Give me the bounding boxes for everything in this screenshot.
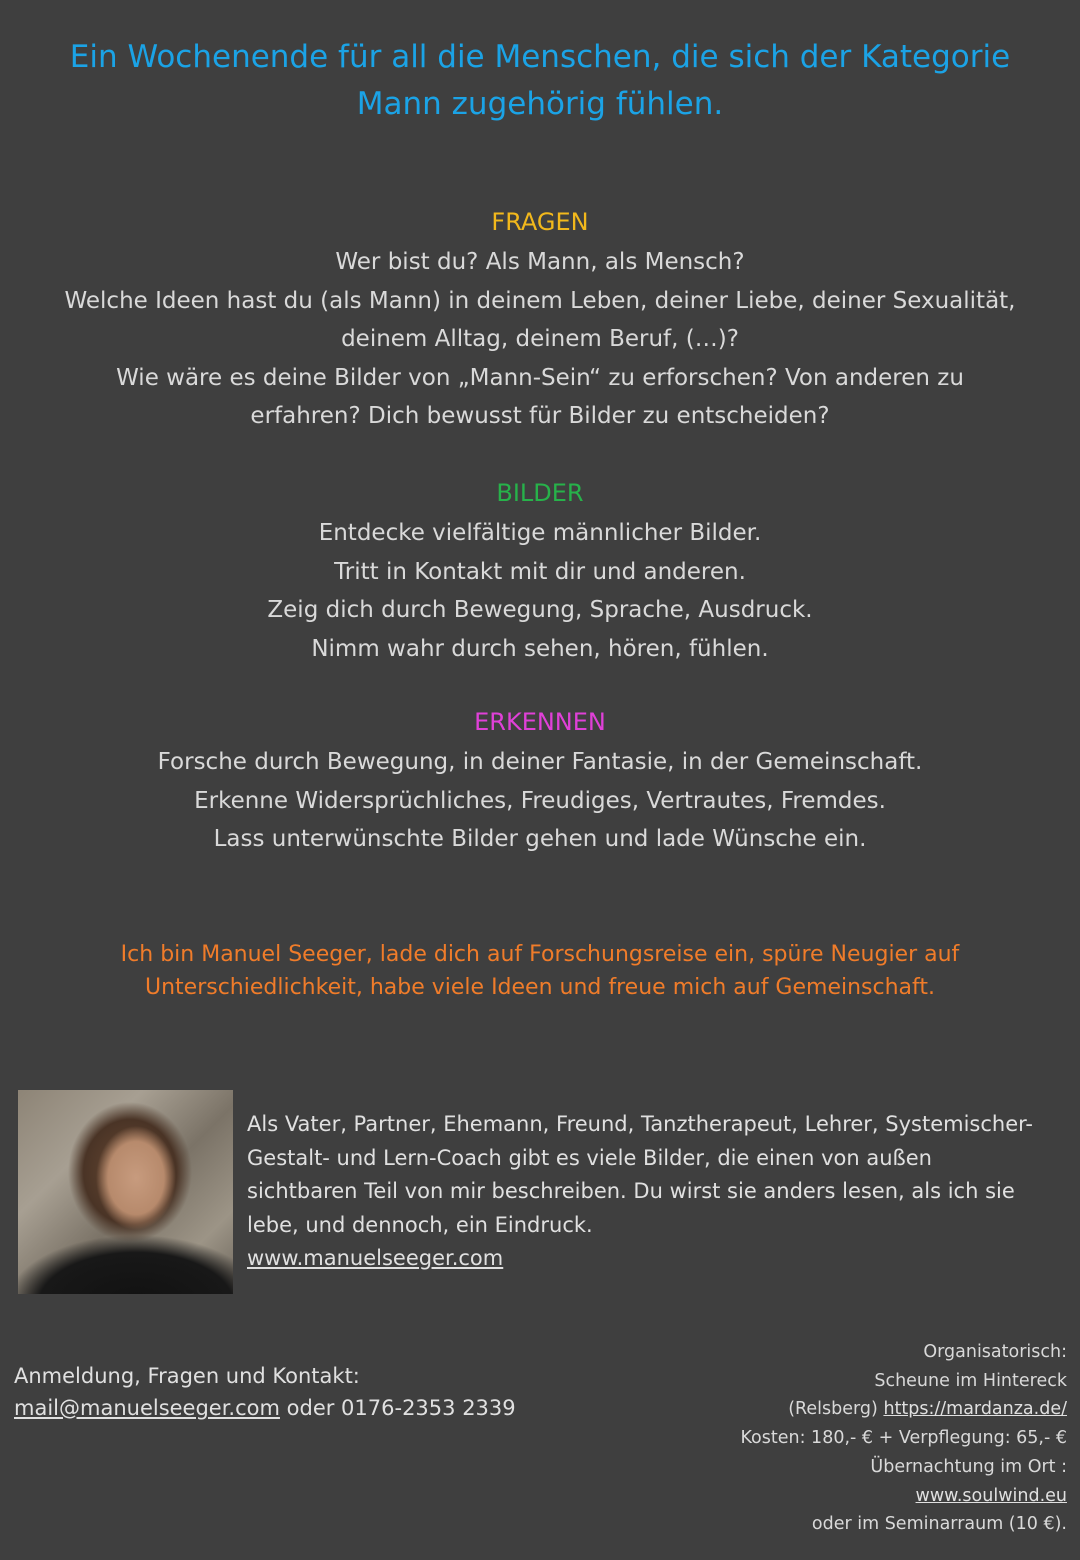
headline xyxy=(0,34,1080,128)
section-title-fragen: FRAGEN xyxy=(491,208,589,236)
erkennen-line: Lass unterwünschte Bilder gehen und lade Wünsche ein. xyxy=(213,826,867,852)
bilder-line: Zeig dich durch Bewegung, Sprache, Ausdruck. xyxy=(267,597,813,623)
org-accommodation: Übernachtung im Ort : xyxy=(870,1456,1067,1477)
headline-line-1: Ein Wochenende für all die Menschen, die sich der Kategorie xyxy=(69,39,1011,75)
org-heading: Organisatorisch: xyxy=(923,1342,1067,1362)
org-costs: Kosten: 180,- € + Verpflegung: 65,- € xyxy=(740,1428,1067,1449)
soulwind-link[interactable]: www.soulwind.eu xyxy=(915,1485,1067,1506)
mardanza-link[interactable]: https://mardanza.de/ xyxy=(883,1399,1067,1420)
org-venue: Scheune im Hintereck xyxy=(874,1370,1067,1391)
bilder-line: Nimm wahr durch sehen, hören, fühlen. xyxy=(311,635,769,662)
fragen-line: Welche Ideen hast du (als Mann) in deinem Leben, deiner Liebe, deiner Sexualität, xyxy=(64,287,1016,314)
phone-text: oder 0176-2353 2339 xyxy=(279,1396,516,1420)
bilder-line: Entdecke vielfältige männlicher Bilder. xyxy=(318,520,762,546)
bio-text xyxy=(247,1108,1067,1276)
headline-line-2: Mann zugehörig fühlen. xyxy=(356,86,724,122)
organization-block xyxy=(587,1338,1067,1539)
org-location: (Relsberg) xyxy=(788,1399,884,1420)
section-bilder xyxy=(0,477,1080,668)
fragen-line: deinem Alltag, deinem Beruf, (…)? xyxy=(341,326,739,352)
intro-line-1: Ich bin Manuel Seeger, lade dich auf Forschungsreise ein, spüre Neugier auf xyxy=(120,942,960,967)
fragen-line: erfahren? Dich bewusst für Bilder zu entscheiden? xyxy=(250,403,830,429)
contact-block xyxy=(14,1360,634,1424)
bio-line: sichtbaren Teil von mir beschreiben. Du wirst sie anders lesen, als ich sie xyxy=(247,1179,1015,1203)
section-title-bilder: BILDER xyxy=(496,479,584,507)
intro-line-2: Unterschiedlichkeit, habe viele Ideen und freue mich auf Gemeinschaft. xyxy=(145,975,935,1000)
contact-label: Anmeldung, Fragen und Kontakt: xyxy=(14,1364,360,1388)
bio-line: Gestalt- und Lern-Coach gibt es viele Bilder, die einen von außen xyxy=(247,1145,932,1170)
intro-text xyxy=(0,938,1080,1004)
bilder-line: Tritt in Kontakt mit dir und anderen. xyxy=(334,558,746,585)
section-erkennen xyxy=(0,706,1080,859)
portrait-photo xyxy=(18,1090,233,1294)
section-title-erkennen: ERKENNEN xyxy=(474,708,606,736)
bio-line: Als Vater, Partner, Ehemann, Freund, Tanztherapeut, Lehrer, Systemischer- xyxy=(247,1112,1033,1136)
website-link[interactable]: www.manuelseeger.com xyxy=(247,1246,504,1270)
email-link[interactable]: mail@manuelseeger.com xyxy=(14,1396,280,1420)
fragen-line: Wer bist du? Als Mann, als Mensch? xyxy=(335,249,745,275)
erkennen-line: Erkenne Widersprüchliches, Freudiges, Vertrautes, Fremdes. xyxy=(194,787,886,814)
section-fragen xyxy=(0,206,1080,436)
org-seminar-room: oder im Seminarraum (10 €). xyxy=(811,1514,1067,1535)
erkennen-line: Forsche durch Bewegung, in deiner Fantasie, in der Gemeinschaft. xyxy=(157,749,923,775)
bio-line: lebe, und dennoch, ein Eindruck. xyxy=(247,1212,593,1237)
fragen-line: Wie wäre es deine Bilder von „Mann-Sein“ zu erforschen? Von anderen zu xyxy=(116,364,964,391)
